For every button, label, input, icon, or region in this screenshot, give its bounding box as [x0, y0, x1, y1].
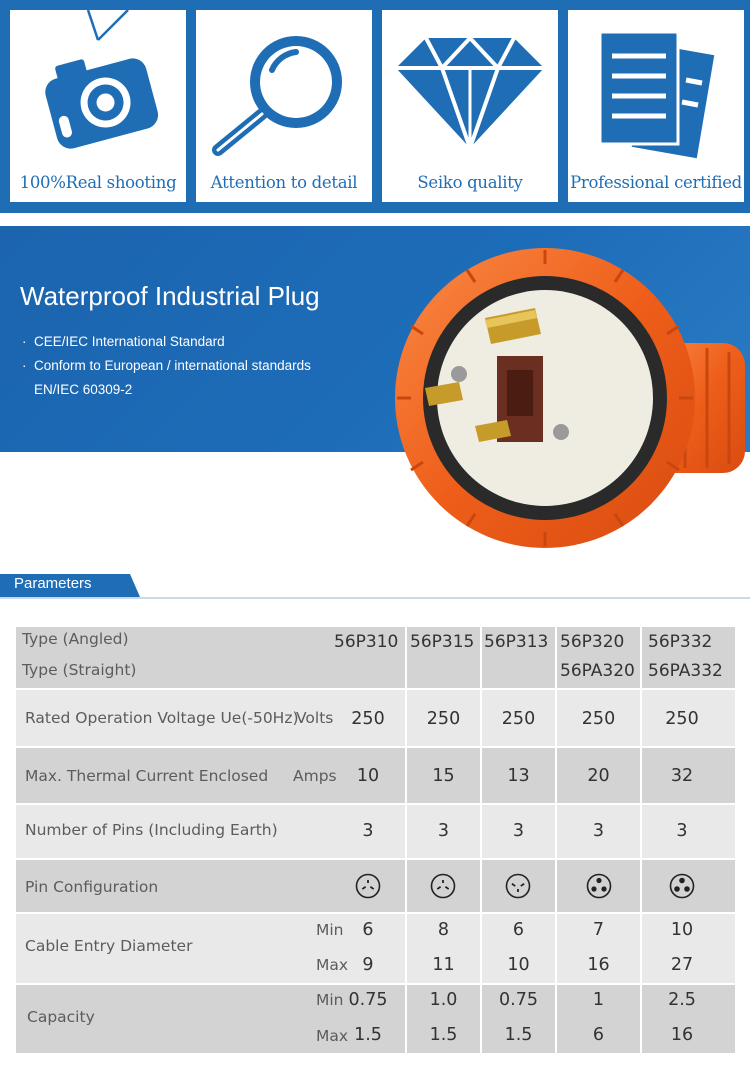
- product-title: Waterproof Industrial Plug: [20, 281, 320, 311]
- industrial-plug-image: [395, 248, 750, 553]
- magnifier-icon: [196, 10, 372, 170]
- current-label: Max. Thermal Current Enclosed: [25, 767, 269, 785]
- model-angled: 56P313: [484, 632, 549, 652]
- cable-min-value: 8: [437, 920, 450, 940]
- cable-max-value: 10: [507, 955, 530, 975]
- certificate-icon: [568, 10, 744, 170]
- capacity-max-label: Max: [316, 1027, 349, 1045]
- cable-max-value: 27: [670, 955, 694, 975]
- voltage-value: 250: [501, 709, 536, 729]
- cable-max-value: 11: [432, 955, 455, 975]
- feature-bullet: · Conform to European / international standards: [22, 358, 311, 373]
- feature-label: Attention to detail: [210, 173, 358, 192]
- feature-card-certified: [568, 10, 744, 202]
- model-angled: 56P310: [334, 632, 399, 652]
- capacity-max-value: 1.5: [429, 1025, 458, 1045]
- pins-value: 3: [592, 821, 605, 841]
- feature-card-real-shooting: [10, 10, 186, 202]
- cable-max-value: 9: [362, 955, 374, 975]
- cable-min-value: 6: [362, 920, 374, 940]
- type-angled-label: Type (Angled): [22, 630, 129, 648]
- current-value: 10: [356, 766, 380, 786]
- cable-min-value: 10: [670, 920, 694, 940]
- feature-list: [22, 330, 311, 402]
- current-value: 20: [587, 766, 610, 786]
- cable-min-label: Min: [316, 921, 344, 939]
- pin-config-3-flat-icon: [430, 873, 456, 899]
- capacity-min-value: 0.75: [499, 990, 538, 1010]
- model-angled: 56P315: [410, 632, 475, 652]
- voltage-unit: Volts: [296, 709, 334, 727]
- pin-config-label: Pin Configuration: [25, 878, 159, 896]
- feature-label: Seiko quality: [417, 173, 523, 192]
- pins-value: 3: [437, 821, 450, 841]
- capacity-min-label: Min: [316, 991, 344, 1009]
- parameters-tab-label: Parameters: [14, 575, 92, 592]
- capacity-min-value: 0.75: [348, 990, 388, 1010]
- feature-label: Professional certified: [570, 173, 742, 192]
- current-value: 13: [507, 766, 530, 786]
- cable-max-label: Max: [316, 956, 349, 974]
- capacity-label: Capacity: [27, 1008, 95, 1026]
- feature-card-quality: [382, 10, 558, 202]
- pins-value: 3: [512, 821, 525, 841]
- voltage-value: 250: [581, 709, 616, 729]
- cable-label: Cable Entry Diameter: [25, 937, 193, 955]
- pins-label: Number of Pins (Including Earth): [25, 821, 278, 839]
- current-value: 32: [670, 766, 694, 786]
- camera-icon: [10, 10, 186, 170]
- model-straight: 56PA332: [648, 661, 723, 681]
- cable-min-value: 7: [592, 920, 605, 940]
- pin-config-3-round-icon: [669, 873, 695, 899]
- voltage-value: 250: [426, 709, 461, 729]
- cable-min-value: 6: [512, 920, 525, 940]
- current-unit: Amps: [293, 767, 337, 785]
- diamond-icon: [382, 10, 558, 170]
- divider: [0, 597, 750, 599]
- pin-config-3-flat-icon: [355, 873, 381, 899]
- current-value: 15: [432, 766, 455, 786]
- cable-max-value: 16: [587, 955, 610, 975]
- voltage-value: 250: [665, 709, 699, 729]
- capacity-max-value: 6: [592, 1025, 605, 1045]
- pin-config-3-round-icon: [586, 873, 612, 899]
- capacity-max-value: 1.5: [504, 1025, 533, 1045]
- model-angled: 56P332: [648, 632, 713, 652]
- model-straight: 56PA320: [560, 661, 635, 681]
- pin-config-3-flat-icon: [505, 873, 531, 899]
- pins-value: 3: [362, 821, 374, 841]
- feature-strip: [0, 0, 750, 213]
- standard-code: EN/IEC 60309-2: [34, 382, 133, 397]
- type-straight-label: Type (Straight): [22, 661, 137, 679]
- voltage-label: Rated Operation Voltage Ue(-50Hz): [25, 709, 299, 727]
- feature-bullet: · CEE/IEC International Standard: [22, 334, 225, 349]
- pins-value: 3: [676, 821, 688, 841]
- model-angled: 56P320: [560, 632, 625, 652]
- voltage-value: 250: [351, 709, 385, 729]
- capacity-max-value: 1.5: [354, 1025, 382, 1045]
- capacity-min-value: 2.5: [668, 990, 696, 1010]
- capacity-min-value: 1: [592, 990, 605, 1010]
- capacity-max-value: 16: [670, 1025, 694, 1045]
- feature-label: 100%Real shooting: [19, 173, 177, 192]
- feature-card-detail: [196, 10, 372, 202]
- capacity-min-value: 1.0: [429, 990, 458, 1010]
